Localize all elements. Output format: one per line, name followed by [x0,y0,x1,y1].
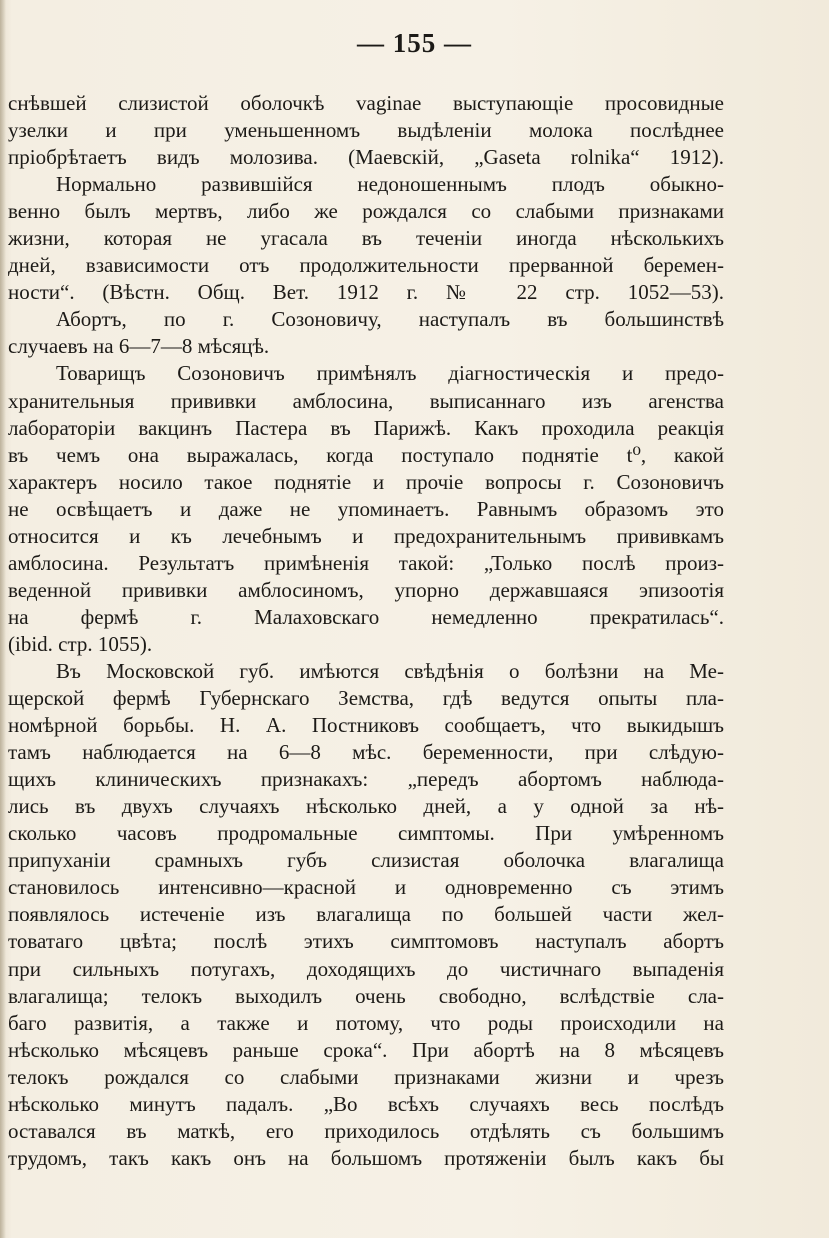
text-line: щихъ клиническихъ признакахъ: „передъ абортомъ наблюда- [8,767,724,792]
text-line: нѣсколько мѣсяцевъ раньше срока“. При абортѣ на 8 мѣсяцевъ [8,1037,724,1062]
spine-shadow [0,0,6,1238]
text-line: баго развитія, а также и потому, что роды происходили на [8,1010,724,1035]
text-line: товатаго цвѣта; послѣ этихъ симптомовъ наступалъ абортъ [8,929,724,954]
text-line: въ чемъ она выражалась, когда поступало поднятіе t⁰, какой [8,442,724,467]
text-line: тамъ наблюдается на 6—8 мѣс. беременности, при слѣдую- [8,740,724,765]
body-text [8,90,724,1172]
text-line: трудомъ, такъ какъ онъ на большомъ протяженіи былъ какъ бы [8,1145,724,1170]
page-number: — 155 — [357,28,472,58]
text-line: хранительныя прививки амблосина, выписаннаго изъ агенства [8,388,724,413]
text-line: Нормально развившійся недоношеннымъ плодъ обыкно- [56,172,724,197]
text-line: венно былъ мертвъ, либо же рождался со слабыми признаками [8,199,724,224]
text-line: случаевъ на 6—7—8 мѣсяцѣ. [8,334,270,359]
text-line: при сильныхъ потугахъ, доходящихъ до чистичнаго выпаденія [8,956,724,981]
text-line: характеръ носило такое поднятіе и прочіе вопросы г. Созоновичъ [8,469,724,494]
text-line: ности“. (Вѣстн. Общ. Вет. 1912 г. № 22 стр. 1052—53). [8,280,724,305]
text-line: щерской фермѣ Губернскаго Земства, гдѣ ведутся опыты пла- [8,686,724,711]
text-line: относится и къ лечебнымъ и предохранительнымъ прививкамъ [8,523,724,548]
text-line: на фермѣ г. Малаховскаго немедленно прекратилась“. [8,604,724,629]
text-line: сколько часовъ продромальные симптомы. При умѣренномъ [8,821,724,846]
text-line: не освѣщаетъ и даже не упоминаетъ. Равнымъ образомъ это [8,496,724,521]
text-line: появлялось истеченіе изъ влагалища по большей части жел- [8,902,724,927]
text-line: (ibid. стр. 1055). [8,631,153,656]
text-line: номѣрной борьбы. Н. А. Постниковъ сообщаетъ, что выкидышъ [8,713,724,738]
text-line: Въ Московской губ. имѣются свѣдѣнія о болѣзни на Ме- [56,658,724,683]
text-line: узелки и при уменьшенномъ выдѣленіи молока послѣднее [8,118,724,143]
text-line: лабораторіи вакцинъ Пастера въ Парижѣ. Какъ проходила реакція [8,415,724,440]
text-line: Товарищъ Созоновичъ примѣнялъ діагностическія и предо- [56,361,724,386]
text-line: телокъ рождался со слабыми признаками жизни и чрезъ [8,1064,724,1089]
text-line: веденной прививки амблосиномъ, упорно державшаяся эпизоотія [8,577,724,602]
text-line: влагалища; телокъ выходилъ очень свободно, вслѣдствіе сла- [8,983,724,1008]
text-line: лись въ двухъ случаяхъ нѣсколько дней, а у одной за нѣ- [8,794,724,819]
text-line: нѣсколько минутъ падалъ. „Во всѣхъ случаяхъ весь послѣдъ [8,1091,724,1116]
text-line: становилось интенсивно—красной и одновременно съ этимъ [8,875,724,900]
text-line: дней, взависимости отъ продолжительности прерванной беремен- [8,253,724,278]
text-line: снѣвшей слизистой оболочкѣ vaginae выступающіе просовидные [8,91,724,115]
text-line: Абортъ, по г. Созоновичу, наступалъ въ большинствѣ [56,307,724,332]
text-line: пріобрѣтаетъ видъ молозива. (Маевскій, „Gaseta rolnika“ 1912). [8,145,724,170]
text-line: припуханіи срамныхъ губъ слизистая оболочка влагалища [8,848,724,873]
text-line: оставался въ маткѣ, его приходилось отдѣлять съ большимъ [8,1118,724,1143]
text-line: амблосина. Результатъ примѣненія такой: „Только послѣ произ- [8,550,724,575]
text-line: жизни, которая не угасала въ теченіи иногда нѣсколькихъ [8,226,724,251]
